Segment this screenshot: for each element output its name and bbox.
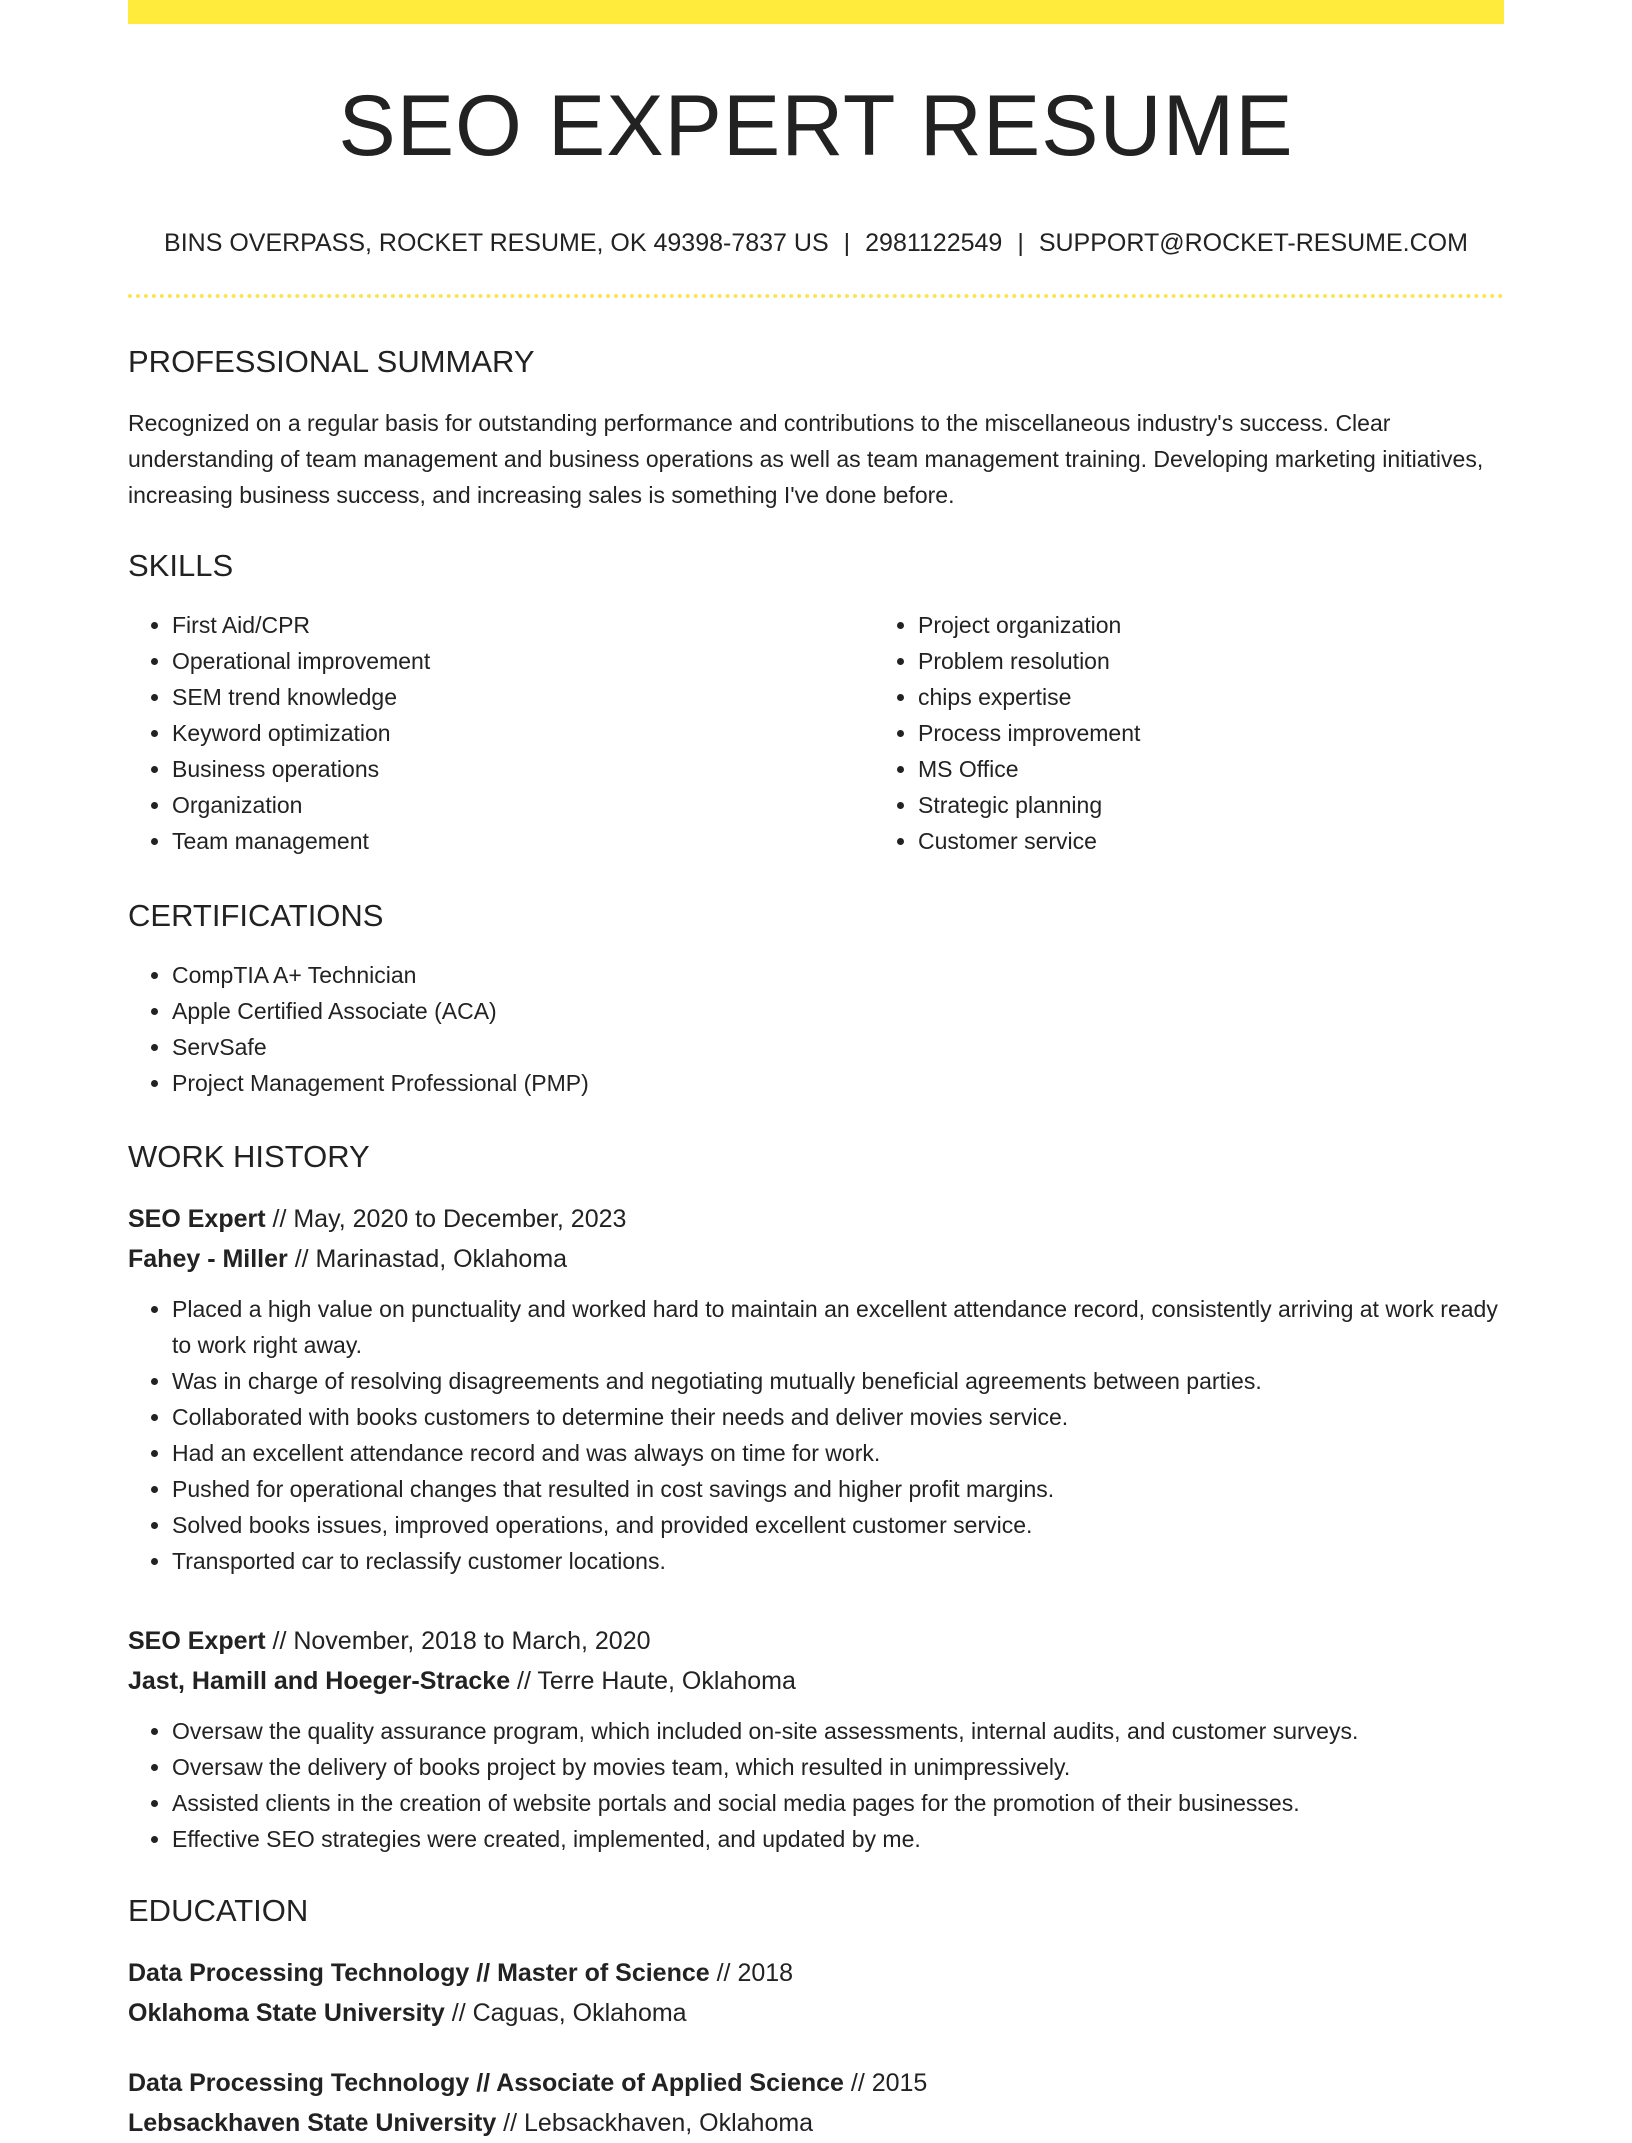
job-title-line: [128, 1621, 1504, 1661]
skill-item: • Strategic planning: [918, 787, 1606, 823]
resume-page: [128, 0, 1504, 2143]
job-bullet: • Placed a high value on punctuality and worked hard to maintain an excellent attendance record, consistently arriving at work ready to work right away.: [172, 1291, 1504, 1363]
job-company: Jast, Hamill and Hoeger-Stracke: [128, 1667, 511, 1695]
education-degree-line: [128, 1953, 1504, 1993]
education-degree-line: [128, 2063, 1504, 2103]
job-bullet: • Assisted clients in the creation of website portals and social media pages for the promotion of their businesses.: [172, 1785, 1504, 1821]
skill-item: • Organization: [172, 787, 860, 823]
skills-column-left: [128, 607, 860, 859]
certifications-heading: CERTIFICATIONS: [128, 898, 384, 933]
skill-item: • Process improvement: [918, 715, 1606, 751]
education-school: Oklahoma State University: [128, 1999, 445, 2027]
skill-item: • SEM trend knowledge: [172, 679, 860, 715]
skill-item: • Problem resolution: [918, 643, 1606, 679]
summary-text: Recognized on a regular basis for outstanding performance and contributions to the miscellaneous industry's success. Clear understanding of team management and business operations as well as team management training. Developing marketing initiatives, increasing business success, and increasing sales is something I've done before.: [128, 410, 1484, 508]
job-dates: // May, 2020 to December, 2023: [265, 1205, 627, 1233]
resume-title: SEO EXPERT RESUME: [338, 78, 1294, 174]
skill-item: • Business operations: [172, 751, 860, 787]
job-company-line: [128, 1239, 1504, 1279]
job-bullet: • Collaborated with books customers to determine their needs and deliver movies service.: [172, 1399, 1504, 1435]
job-role: SEO Expert: [128, 1627, 266, 1655]
job-dates: // November, 2018 to March, 2020: [265, 1627, 651, 1655]
job-bullets: [128, 1713, 1504, 1857]
skill-item: • Keyword optimization: [172, 715, 860, 751]
job-bullet: • Effective SEO strategies were created, implemented, and updated by me.: [172, 1821, 1504, 1857]
job-bullet: • Oversaw the delivery of books project by movies team, which resulted in unimpressively.: [172, 1749, 1504, 1785]
skill-item: • Operational improvement: [172, 643, 860, 679]
skills-heading: SKILLS: [128, 548, 234, 583]
job-bullets: [128, 1291, 1504, 1579]
certification-item: • Apple Certified Associate (ACA): [172, 993, 1504, 1029]
job-location: // Terre Haute, Oklahoma: [510, 1667, 796, 1695]
job-header: [128, 1621, 1504, 1701]
work-history-heading: WORK HISTORY: [128, 1139, 370, 1174]
certifications-list: [128, 957, 1504, 1101]
skill-item: • MS Office: [918, 751, 1606, 787]
education-entry: [128, 1953, 1504, 2033]
education-school-line: [128, 1993, 1504, 2033]
contact-line: [128, 231, 1504, 256]
skill-item: • First Aid/CPR: [172, 607, 860, 643]
contact-address: BINS OVERPASS, ROCKET RESUME, OK 49398-7837 US: [164, 229, 829, 257]
job-bullet: • Solved books issues, improved operations, and provided excellent customer service.: [172, 1507, 1504, 1543]
job-company: Fahey - Miller: [128, 1245, 288, 1273]
accent-top-bar: [128, 0, 1504, 24]
job-bullet: • Was in charge of resolving disagreements and negotiating mutually beneficial agreements between parties.: [172, 1363, 1504, 1399]
education-year: // 2018: [709, 1959, 794, 1987]
skill-item: • chips expertise: [918, 679, 1606, 715]
education-school-line: [128, 2103, 1504, 2143]
summary-heading: PROFESSIONAL SUMMARY: [128, 344, 535, 379]
education-school: Lebsackhaven State University: [128, 2109, 497, 2137]
contact-separator: |: [843, 229, 851, 257]
contact-email: SUPPORT@ROCKET-RESUME.COM: [1038, 229, 1468, 257]
job-title-line: [128, 1199, 1504, 1239]
job-bullet: • Transported car to reclassify customer locations.: [172, 1543, 1504, 1579]
job-role: SEO Expert: [128, 1205, 266, 1233]
education-degree: Data Processing Technology // Associate of Applied Science: [128, 2069, 844, 2097]
education-entry: [128, 2063, 1504, 2143]
skill-item: • Customer service: [918, 823, 1606, 859]
skill-item: • Team management: [172, 823, 860, 859]
skills-list: [128, 607, 1504, 859]
job-header: [128, 1199, 1504, 1279]
certification-item: • CompTIA A+ Technician: [172, 957, 1504, 993]
job-bullet: • Oversaw the quality assurance program, which included on-site assessments, internal audits, and customer surveys.: [172, 1713, 1504, 1749]
job-bullet: • Pushed for operational changes that resulted in cost savings and higher profit margins.: [172, 1471, 1504, 1507]
education-heading: EDUCATION: [128, 1893, 309, 1928]
certification-item: • Project Management Professional (PMP): [172, 1065, 1504, 1101]
education-year: // 2015: [843, 2069, 928, 2097]
skills-column-right: [860, 607, 1606, 859]
certification-item: • ServSafe: [172, 1029, 1504, 1065]
dotted-divider: [128, 294, 1504, 298]
education-location: // Caguas, Oklahoma: [444, 1999, 687, 2027]
job-bullet: • Had an excellent attendance record and was always on time for work.: [172, 1435, 1504, 1471]
job-company-line: [128, 1661, 1504, 1701]
contact-separator: |: [1017, 229, 1024, 257]
skill-item: • Project organization: [918, 607, 1606, 643]
contact-phone: 2981122549: [865, 229, 1003, 257]
education-degree: Data Processing Technology // Master of Science: [128, 1959, 710, 1987]
job-location: // Marinastad, Oklahoma: [287, 1245, 568, 1273]
education-location: // Lebsackhaven, Oklahoma: [496, 2109, 814, 2137]
